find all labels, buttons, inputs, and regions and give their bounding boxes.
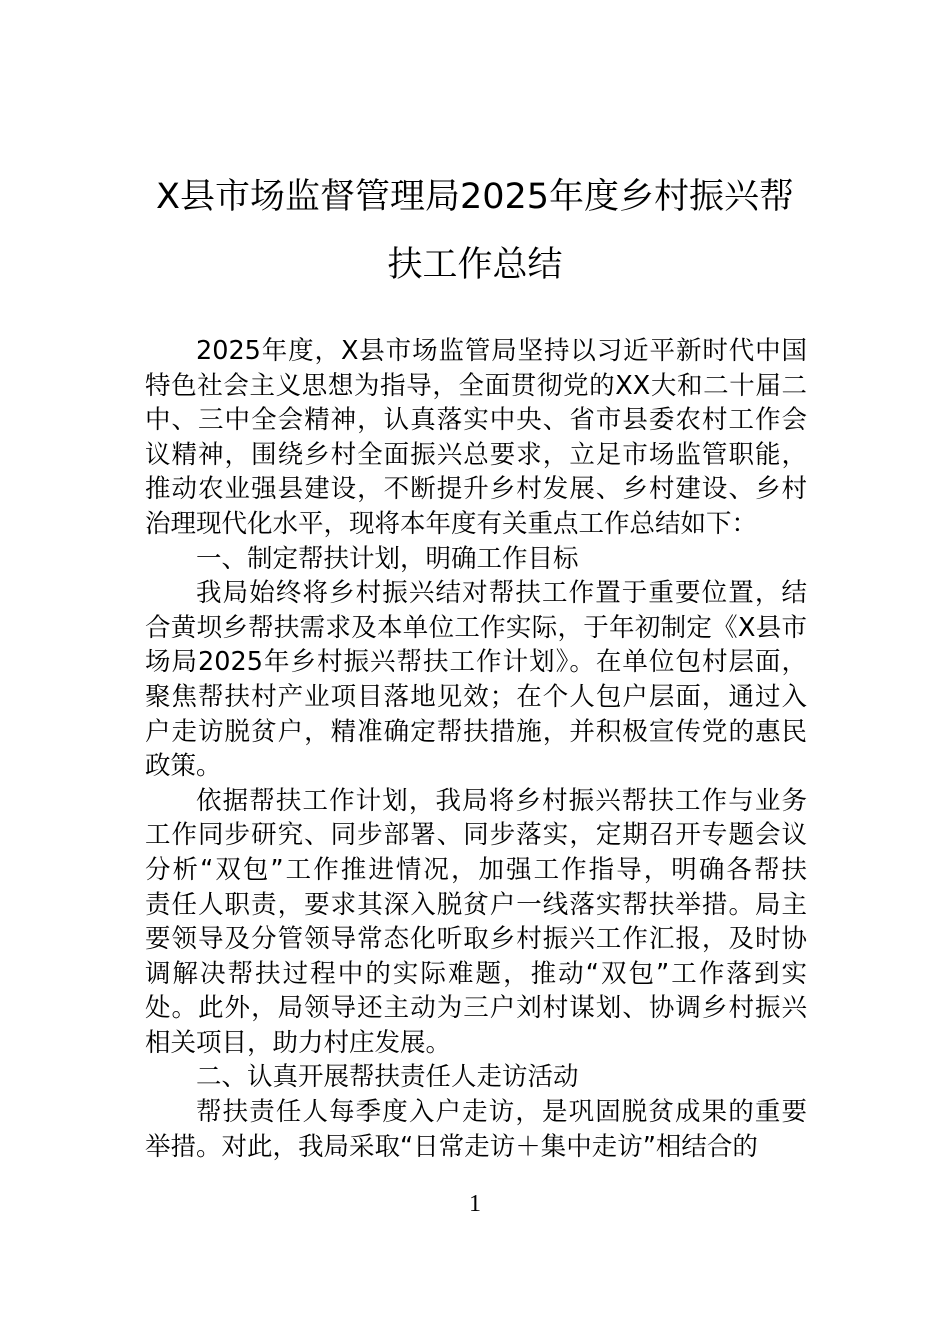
text-line: 特色社会主义思想为指导，全面贯彻党的XX大和二十届二 — [145, 370, 807, 401]
page-number: 1 — [469, 1191, 481, 1217]
text-line: 我局始终将乡村振兴结对帮扶工作置于重要位置，结 — [196, 578, 807, 609]
paragraph — [145, 576, 807, 784]
text-line: 帮扶责任人每季度入户走访，是巩固脱贫成果的重要 — [196, 1097, 807, 1128]
text-line: 责任人职责，要求其深入脱贫户一线落实帮扶举措。局主 — [145, 889, 807, 920]
text-line: 合黄坝乡帮扶需求及本单位工作实际，于年初制定《X县市 — [145, 612, 807, 643]
paragraph — [145, 784, 807, 1061]
paragraph — [145, 542, 807, 577]
text-line: 议精神，围绕乡村全面振兴总要求，立足市场监管职能， — [145, 439, 807, 470]
text-line: 依据帮扶工作计划，我局将乡村振兴帮扶工作与业务 — [196, 785, 807, 816]
text-line: 推动农业强县建设，不断提升乡村发展、乡村建设、乡村 — [145, 474, 807, 505]
text-line: 一、制定帮扶计划，明确工作目标 — [196, 543, 579, 574]
text-line: 聚焦帮扶村产业项目落地见效；在个人包户层面，通过入 — [145, 681, 807, 712]
title-line-1: X县市场监督管理局2025年度乡村振兴帮 — [155, 177, 795, 217]
paragraph — [145, 1095, 807, 1164]
paragraph — [145, 334, 807, 542]
text-line: 二、认真开展帮扶责任人走访活动 — [196, 1062, 579, 1093]
paragraph — [145, 1060, 807, 1095]
text-line: 治理现代化水平，现将本年度有关重点工作总结如下： — [145, 508, 758, 539]
text-line: 工作同步研究、同步部署、同步落实，定期召开专题会议 — [145, 820, 807, 851]
document-body — [145, 334, 807, 1164]
text-line: 中、三中全会精神，认真落实中央、省市县委农村工作会 — [145, 405, 807, 436]
document-title — [0, 163, 950, 299]
text-line: 举措。对此，我局采取“日常走访＋集中走访”相结合的 — [145, 1131, 758, 1162]
text-line: 政策。 — [145, 751, 222, 782]
title-line-2: 扶工作总结 — [387, 245, 563, 285]
text-line: 分析“双包”工作推进情况，加强工作指导，明确各帮扶 — [145, 854, 807, 885]
text-line: 处。此外，局领导还主动为三户刘村谋划、协调乡村振兴 — [145, 993, 807, 1024]
text-line: 调解决帮扶过程中的实际难题，推动“双包”工作落到实 — [145, 958, 807, 989]
text-line: 场局2025年乡村振兴帮扶工作计划》。在单位包村层面， — [145, 647, 807, 678]
text-line: 2025年度，X县市场监管局坚持以习近平新时代中国 — [196, 336, 807, 366]
text-line: 户走访脱贫户，精准确定帮扶措施，并积极宣传党的惠民 — [145, 716, 807, 747]
text-line: 相关项目，助力村庄发展。 — [145, 1027, 452, 1058]
text-line: 要领导及分管领导常态化听取乡村振兴工作汇报，及时协 — [145, 924, 807, 955]
